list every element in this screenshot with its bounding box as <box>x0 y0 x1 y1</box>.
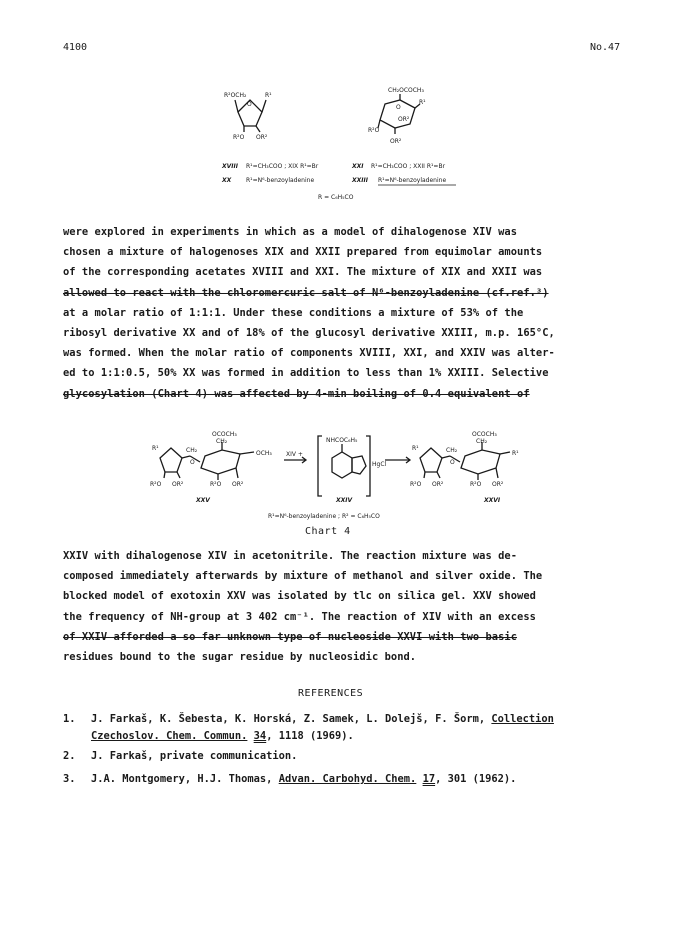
reference-number: 3. <box>63 773 76 785</box>
r2o-label: R²O <box>150 481 162 488</box>
ococh3-label: OCOCH₃ <box>472 431 497 438</box>
och3-label: OCH₃ <box>256 450 272 457</box>
or2-label: OR² <box>432 481 444 488</box>
xiv-plus-label: XIV + <box>286 451 303 458</box>
text-line: at a molar ratio of 1:1:1. Under these conditions a mixture of 53% of the <box>63 306 524 319</box>
ch2-label: CH₂ <box>186 447 198 454</box>
text-line: allowed to react with the chloromercuric salt of N⁶-benzoyladenine (cf.ref.³) <box>63 286 549 299</box>
reference-journal: Advan. Carbohyd. Chem. <box>278 773 417 785</box>
xxv-pyranose <box>201 450 240 474</box>
xxv-furanose <box>160 448 182 472</box>
text-line: residues bound to the sugar residue by nucleosidic bond. <box>63 650 417 663</box>
or2-label: OR² <box>492 481 504 488</box>
r-definition: R = C₆H₅CO <box>318 194 354 201</box>
page-number-left: 4100 <box>63 42 88 53</box>
subst-ch2ococh3: CH₂OCOCH₃ <box>388 87 424 94</box>
reference-authors: J.A. Montgomery, H.J. Thomas, <box>91 773 273 785</box>
r1-label: R¹ <box>412 445 419 452</box>
r2o-label: R²O <box>470 481 482 488</box>
compound-xxv-label: XXV <box>196 497 210 504</box>
reference-journal: Czechoslov. Chem. Commun. <box>91 730 248 742</box>
chart-4-caption: Chart 4 <box>305 526 351 537</box>
reference-text: J. Farkaš, private communication. <box>91 750 298 762</box>
xxvi-pyranose <box>461 450 500 474</box>
compound-xviii-label: XVIII <box>222 163 238 170</box>
chart-4-legend: R¹=N⁶-benzoyladenine ; R² = C₆H₅CO <box>268 513 380 520</box>
text-line: glycosylation (Chart 4) was affected by 4-min boiling of 0.4 equivalent of <box>63 387 530 400</box>
r2o-label: R²O <box>410 481 422 488</box>
subst-r1: R¹ <box>265 92 272 99</box>
compound-xxi-label: XXI <box>352 163 364 170</box>
subst-or2-bottom: OR² <box>390 138 402 145</box>
ring-oxygen: O <box>396 104 401 111</box>
text-line: of XXIV afforded a so far unknown type of nucleoside XXVI with two basic <box>63 630 518 643</box>
ring-oxygen: O <box>247 101 252 108</box>
scheme-1-structures <box>0 0 680 215</box>
subst-r1: R¹ <box>419 99 426 106</box>
compound-xx-label: XX <box>222 177 232 184</box>
compound-xxiv-label: XXIV <box>336 497 353 504</box>
text-line: chosen a mixture of halogenoses XIX and XXII prepared from equimolar amounts <box>63 246 543 259</box>
ch2-label: CH₂ <box>476 438 488 445</box>
reference-number: 1. <box>63 713 76 725</box>
ococh3-label: OCOCH₃ <box>212 431 237 438</box>
reference-authors: J. Farkaš, K. Šebesta, K. Horská, Z. Samek, L. Dolejš, F. Šorm, <box>91 713 486 725</box>
text-line: the frequency of NH-group at 3 402 cm⁻¹. The reaction of XIV with an excess <box>63 610 536 623</box>
ch2-label: CH₂ <box>216 438 228 445</box>
compound-xviii-legend: R¹=CH₃COO ; XIX R¹=Br <box>246 163 319 170</box>
reference-volume: 17 <box>422 773 436 785</box>
compound-xxvi-label: XXVI <box>484 497 501 504</box>
subst-r2o: R²O <box>233 134 245 141</box>
compound-xxiii-label: XXIII <box>352 177 368 184</box>
reference-item-1 <box>63 711 623 745</box>
text-line: ed to 1:1:0.5, 50% XX was formed in addition to less than 1% XXIII. Selective <box>63 367 549 380</box>
r2o-label: R²O <box>210 481 222 488</box>
chart-4-scheme <box>0 428 680 523</box>
subst-or2: OR² <box>398 116 410 123</box>
ch2-label: CH₂ <box>446 447 458 454</box>
references-heading: REFERENCES <box>298 688 364 699</box>
or2-label: OR² <box>172 481 184 488</box>
reference-volume: 34 <box>253 730 267 742</box>
r1-label: R¹ <box>152 445 159 452</box>
reference-continuation <box>63 728 623 745</box>
compound-xx-legend: R¹=N⁶-benzoyladenine <box>246 177 315 184</box>
compound-xxiii-legend: R¹=N⁶-benzoyladenine <box>378 177 447 184</box>
text-line: of the corresponding acetates XVIII and XXI. The mixture of XIX and XXII was <box>63 266 543 279</box>
reference-item-3 <box>63 771 623 788</box>
reference-journal: Collection <box>491 713 554 725</box>
text-line: blocked model of exotoxin XXV was isolated by tlc on silica gel. XXV showed <box>63 590 536 603</box>
or2-label: OR² <box>232 481 244 488</box>
subst-r2o: R²O <box>368 127 380 134</box>
reference-number: 2. <box>63 750 76 762</box>
o-label: O <box>190 459 195 466</box>
nhcoc6h5-label: NHCOC₆H₅ <box>326 437 358 444</box>
text-line: were explored in experiments in which as a model of dihalogenose XIV was <box>63 226 518 238</box>
compound-xxi-legend: R¹=CH₃COO ; XXII R¹=Br <box>371 163 446 170</box>
reference-pages: , 301 (1962). <box>435 773 517 785</box>
body-paragraph-1 <box>63 222 613 404</box>
reference-pages: , 1118 (1969). <box>266 730 354 742</box>
o-label: O <box>450 459 455 466</box>
pyranose-structure <box>378 94 420 134</box>
text-line: ribosyl derivative XX and of 18% of the glucosyl derivative XXIII, m.p. 165°C, <box>63 326 555 339</box>
text-line: was formed. When the molar ratio of components XVIII, XXI, and XXIV was alter- <box>63 347 555 360</box>
xxvi-furanose <box>420 448 442 472</box>
body-paragraph-2 <box>63 546 613 667</box>
reference-item-2 <box>63 748 623 765</box>
subst-r2och2: R²OCH₂ <box>224 92 247 99</box>
hgcl-label: HgCl <box>372 461 387 468</box>
journal-issue: No.47 <box>590 42 621 53</box>
text-line: XXIV with dihalogenose XIV in acetonitrile. The reaction mixture was de- <box>63 550 518 562</box>
text-line: composed immediately afterwards by mixture of methanol and silver oxide. The <box>63 570 543 583</box>
purine-five-ring <box>352 456 366 474</box>
purine-six-ring <box>332 452 352 478</box>
r1-label: R¹ <box>512 450 519 457</box>
subst-or2: OR² <box>256 134 268 141</box>
